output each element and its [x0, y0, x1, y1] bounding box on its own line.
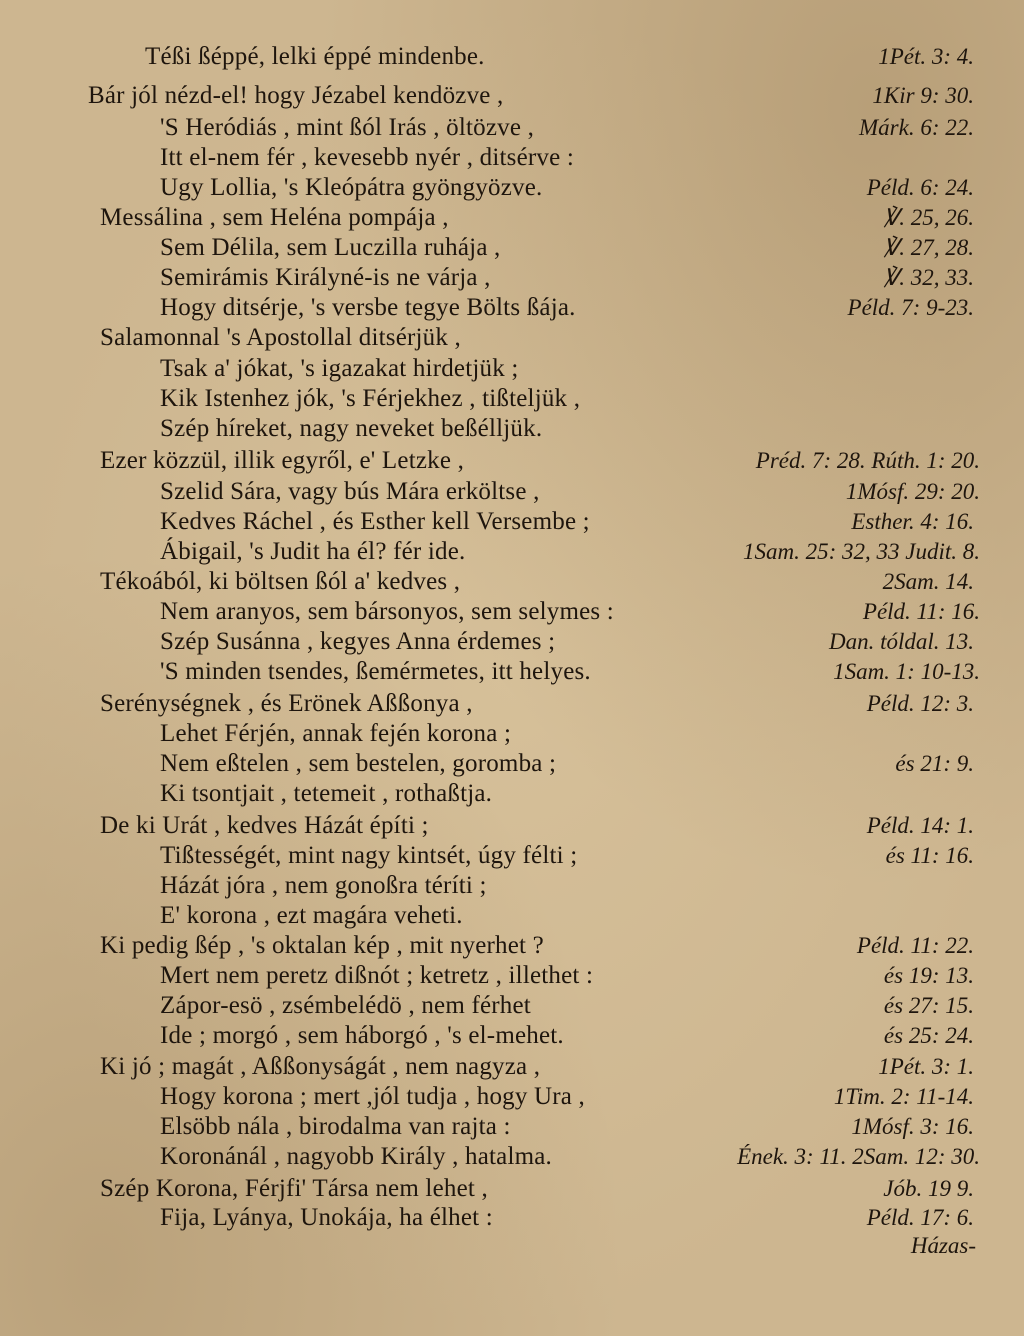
scripture-reference: Márk. 6: 22.: [859, 115, 974, 140]
scripture-reference: 1Mósf. 29: 20.: [845, 479, 980, 504]
verse-line: [0, 293, 1024, 323]
verse-line: [0, 233, 1024, 263]
verse-line: [0, 1052, 1024, 1082]
verse-text: Ki tsontjait , tetemeit , rothaßtja.: [160, 780, 493, 807]
verse-line: [0, 689, 1024, 719]
verse-line: [0, 143, 1024, 173]
verse-line: [0, 657, 1024, 687]
verse-text: Semirámis Királyné-is ne várja ,: [160, 264, 491, 291]
verse-line: [0, 1082, 1024, 1112]
verse-line: [0, 113, 1024, 143]
scripture-reference: Préd. 7: 28. Rúth. 1: 20.: [755, 448, 980, 473]
verse-text: Nem eßtelen , sem bestelen, goromba ;: [160, 750, 557, 777]
verse-line: [0, 961, 1024, 991]
verse-text: Messálina , sem Heléna pompája ,: [100, 204, 449, 231]
verse-text: De ki Urát , kedves Házát építi ;: [100, 812, 429, 839]
verse-line: [0, 1203, 1024, 1233]
scripture-reference: Péld. 6: 24.: [866, 175, 974, 200]
scripture-reference: Péld. 11: 22.: [856, 933, 974, 958]
verse-line: [0, 263, 1024, 293]
scripture-reference: Ének. 3: 11. 2Sam. 12: 30.: [737, 1144, 980, 1169]
scripture-reference: és 25: 24.: [883, 1023, 974, 1048]
scripture-reference: Péld. 14: 1.: [866, 813, 974, 838]
verse-text: Salamonnal 's Apostollal ditsérjük ,: [100, 324, 461, 351]
verse-line: [0, 507, 1024, 537]
scripture-reference: Dan. tóldal. 13.: [828, 629, 974, 654]
verse-line: [0, 323, 1024, 353]
verse-text: Házát jóra , nem gonoßra téríti ;: [160, 872, 487, 899]
scripture-reference: Péld. 7: 9-23.: [847, 295, 974, 320]
scripture-reference: ℣. 25, 26.: [883, 205, 974, 230]
scripture-reference: 1Kir 9: 30.: [872, 83, 974, 108]
verse-line: [0, 901, 1024, 931]
scripture-reference: és 27: 15.: [883, 993, 974, 1018]
verse-text: Sem Délila, sem Luczilla ruhája ,: [160, 234, 501, 261]
verse-line: [0, 719, 1024, 749]
verse-line: [0, 477, 1024, 507]
verse-text: Ki pedig ßép , 's oktalan kép , mit nyerhet ?: [100, 932, 544, 959]
verse-line: [0, 384, 1024, 414]
verse-text: 'S minden tsendes, ßemérmetes, itt helyes.: [160, 658, 591, 685]
verse-line: [0, 779, 1024, 809]
scripture-reference: és 11: 16.: [885, 843, 974, 868]
scripture-reference: 1Sam. 25: 32, 33 Judit. 8.: [742, 539, 980, 564]
verse-line: [0, 627, 1024, 657]
verse-text: Szép Susánna , kegyes Anna érdemes ;: [160, 628, 556, 655]
catchword: Házas-: [910, 1233, 976, 1258]
verse-text: Szelid Sára, vagy bús Mára erköltse ,: [160, 478, 540, 505]
scripture-reference: Péld. 11: 16.: [862, 599, 980, 624]
verse-text: Ezer közzül, illik egyről, e' Letzke ,: [100, 447, 465, 474]
scripture-reference: és 19: 13.: [883, 963, 974, 988]
scripture-reference: Jób. 19 9.: [883, 1176, 974, 1201]
verse-text: Nem aranyos, sem bársonyos, sem selymes :: [160, 598, 614, 625]
verse-text: Szép híreket, nagy neveket beßélljük.: [160, 415, 543, 442]
scripture-reference: 2Sam. 14.: [882, 569, 974, 594]
verse-line: [0, 1142, 1024, 1172]
verse-line: [0, 1174, 1024, 1204]
verse-text: Ki jó ; magát , Aßßonyságát , nem nagyza ,: [100, 1053, 541, 1080]
verse-text: Ábigail, 's Judit ha él? fér ide.: [160, 538, 466, 565]
verse-text: Tißtességét, mint nagy kintsét, úgy félti ;: [160, 842, 578, 869]
scripture-reference: ℣. 27, 28.: [883, 235, 974, 260]
verse-text: Hogy ditsérje, 's versbe tegye Bölts ßája.: [160, 294, 576, 321]
verse-text: Tsak a' jókat, 's igazakat hirdetjük ;: [160, 355, 519, 382]
scripture-reference: 1Sam. 1: 10-13.: [833, 659, 980, 684]
verse-text: Zápor-esö , zsémbelédö , nem férhet: [160, 992, 531, 1019]
scripture-reference: Péld. 12: 3.: [866, 691, 974, 716]
verse-text: Serénységnek , és Erönek Aßßonya ,: [100, 690, 473, 717]
scripture-reference: 1Mósf. 3: 16.: [851, 1114, 974, 1139]
scripture-reference: 1Pét. 3: 1.: [878, 1054, 974, 1079]
verse-text: E' korona , ezt magára veheti.: [160, 902, 463, 929]
scripture-reference: ℣. 32, 33.: [883, 265, 974, 290]
verse-line: [0, 597, 1024, 627]
verse-line: [0, 1021, 1024, 1051]
verse-line: [0, 354, 1024, 384]
verse-text: Téßi ßéppé, lelki éppé mindenbe.: [145, 43, 485, 70]
verse-line: [0, 811, 1024, 841]
verse-line: [0, 931, 1024, 961]
verse-line: [0, 81, 1024, 111]
verse-text: Szép Korona, Férjfi' Társa nem lehet ,: [100, 1175, 488, 1202]
scripture-reference: 1Tim. 2: 11-14.: [833, 1084, 974, 1109]
verse-text: Bár jól nézd-el! hogy Jézabel kendözve ,: [88, 82, 504, 109]
verse-text: Fija, Lyánya, Unokája, ha élhet :: [160, 1204, 493, 1231]
verse-line: [0, 414, 1024, 444]
verse-text: Mert nem peretz dißnót ; ketretz , illethet :: [160, 962, 594, 989]
verse-line: [0, 841, 1024, 871]
scripture-reference: Esther. 4: 16.: [851, 509, 974, 534]
verse-line: [0, 42, 1024, 72]
verse-text: Koronánál , nagyobb Király , hatalma.: [160, 1143, 553, 1170]
verse-line: [0, 537, 1024, 567]
verse-line: [0, 749, 1024, 779]
verse-line: [0, 446, 1024, 476]
verse-line: [0, 871, 1024, 901]
verse-text: Tékoából, ki böltsen ßól a' kedves ,: [100, 568, 461, 595]
verse-text: Ide ; morgó , sem háborgó , 's el-mehet.: [160, 1022, 564, 1049]
verse-line: [0, 173, 1024, 203]
verse-text: 'S Heródiás , mint ßól Irás , öltözve ,: [160, 114, 535, 141]
scripture-reference: Péld. 17: 6.: [866, 1205, 974, 1230]
verse-text: Kedves Ráchel , és Esther kell Versembe ;: [160, 508, 590, 535]
verse-line: [0, 1112, 1024, 1142]
verse-line: [0, 991, 1024, 1021]
verse-text: Lehet Férjén, annak fején korona ;: [160, 720, 512, 747]
verse-text: Hogy korona ; mert ,jól tudja , hogy Ura ,: [160, 1083, 585, 1110]
verse-line: [0, 203, 1024, 233]
scripture-reference: 1Pét. 3: 4.: [878, 44, 974, 69]
verse-text: Itt el-nem fér , kevesebb nyér , ditsérve :: [160, 144, 574, 171]
verse-text: Kik Istenhez jók, 's Férjekhez , tißteljük ,: [160, 385, 581, 412]
scripture-reference: és 21: 9.: [895, 751, 974, 776]
verse-text: Elsöbb nála , birodalma van rajta :: [160, 1113, 511, 1140]
verse-line: [0, 567, 1024, 597]
verse-text: Ugy Lollia, 's Kleópátra gyöngyözve.: [160, 174, 543, 201]
